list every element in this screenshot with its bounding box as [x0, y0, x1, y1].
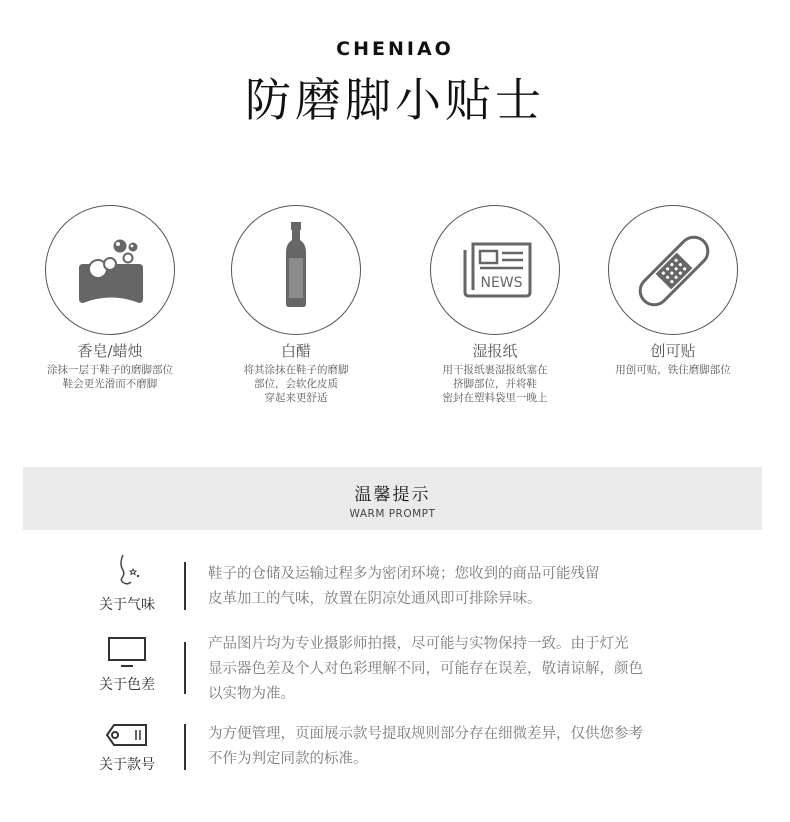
tip-name: 创可贴 [650, 342, 696, 360]
tip-bandage [578, 205, 768, 377]
warm-prompt-banner [23, 467, 762, 530]
bandage-icon [608, 205, 738, 335]
vinegar-bottle-icon [231, 205, 361, 335]
svg-text:NEWS: NEWS [480, 275, 523, 291]
tip-description: 涂抹一层于鞋子的磨脚部位 鞋会更光滑而不磨脚 [47, 364, 173, 390]
tag-icon [104, 720, 150, 750]
note-label: 关于款号 [99, 757, 155, 773]
note-text: 为方便管理，页面展示款号提取规则部分存在细微差异，仅供您参考 不作为判定同款的标准。 [208, 726, 643, 767]
note-label: 关于气味 [99, 597, 155, 613]
tip-soap [15, 205, 205, 391]
notice-title: 温馨提示 [354, 485, 431, 505]
smell-icon [110, 552, 144, 592]
divider [184, 562, 186, 610]
tip-description: 用干报纸裹湿报纸塞在 挤脚部位，并将鞋 密封在塑料袋里一晚上 [442, 364, 548, 404]
tip-name: 湿报纸 [472, 342, 518, 360]
page-title: 防磨脚小贴士 [245, 73, 545, 127]
tip-description: 用创可贴，铁住磨脚部位 [615, 364, 731, 376]
newspaper-icon [430, 205, 560, 335]
brand-logo: CHENIAO [336, 38, 454, 60]
divider [184, 642, 186, 694]
soap-icon [45, 205, 175, 335]
tip-name: 白醋 [280, 342, 311, 360]
divider [184, 724, 186, 770]
tip-description: 将其涂抹在鞋子的磨脚 部位，会软化皮质 穿起来更舒适 [243, 364, 349, 404]
notice-subtitle: WARM PROMPT [349, 508, 436, 520]
note-text: 产品图片均为专业摄影师拍摄，尽可能与实物保持一致。由于灯光 显示器色差及个人对色彩理解不同，可能存在误差，敬请谅解，颜色 以实物为准。 [208, 636, 643, 702]
tip-name: 香皂/蜡烛 [77, 342, 143, 360]
tip-vinegar [201, 205, 391, 405]
note-label: 关于色差 [99, 677, 155, 693]
tip-newspaper [400, 205, 590, 405]
monitor-icon [107, 636, 147, 670]
note-text: 鞋子的仓储及运输过程多为密闭环境；您收到的商品可能残留 皮革加工的气味，放置在阴凉处通风即可排除异味。 [208, 566, 600, 607]
